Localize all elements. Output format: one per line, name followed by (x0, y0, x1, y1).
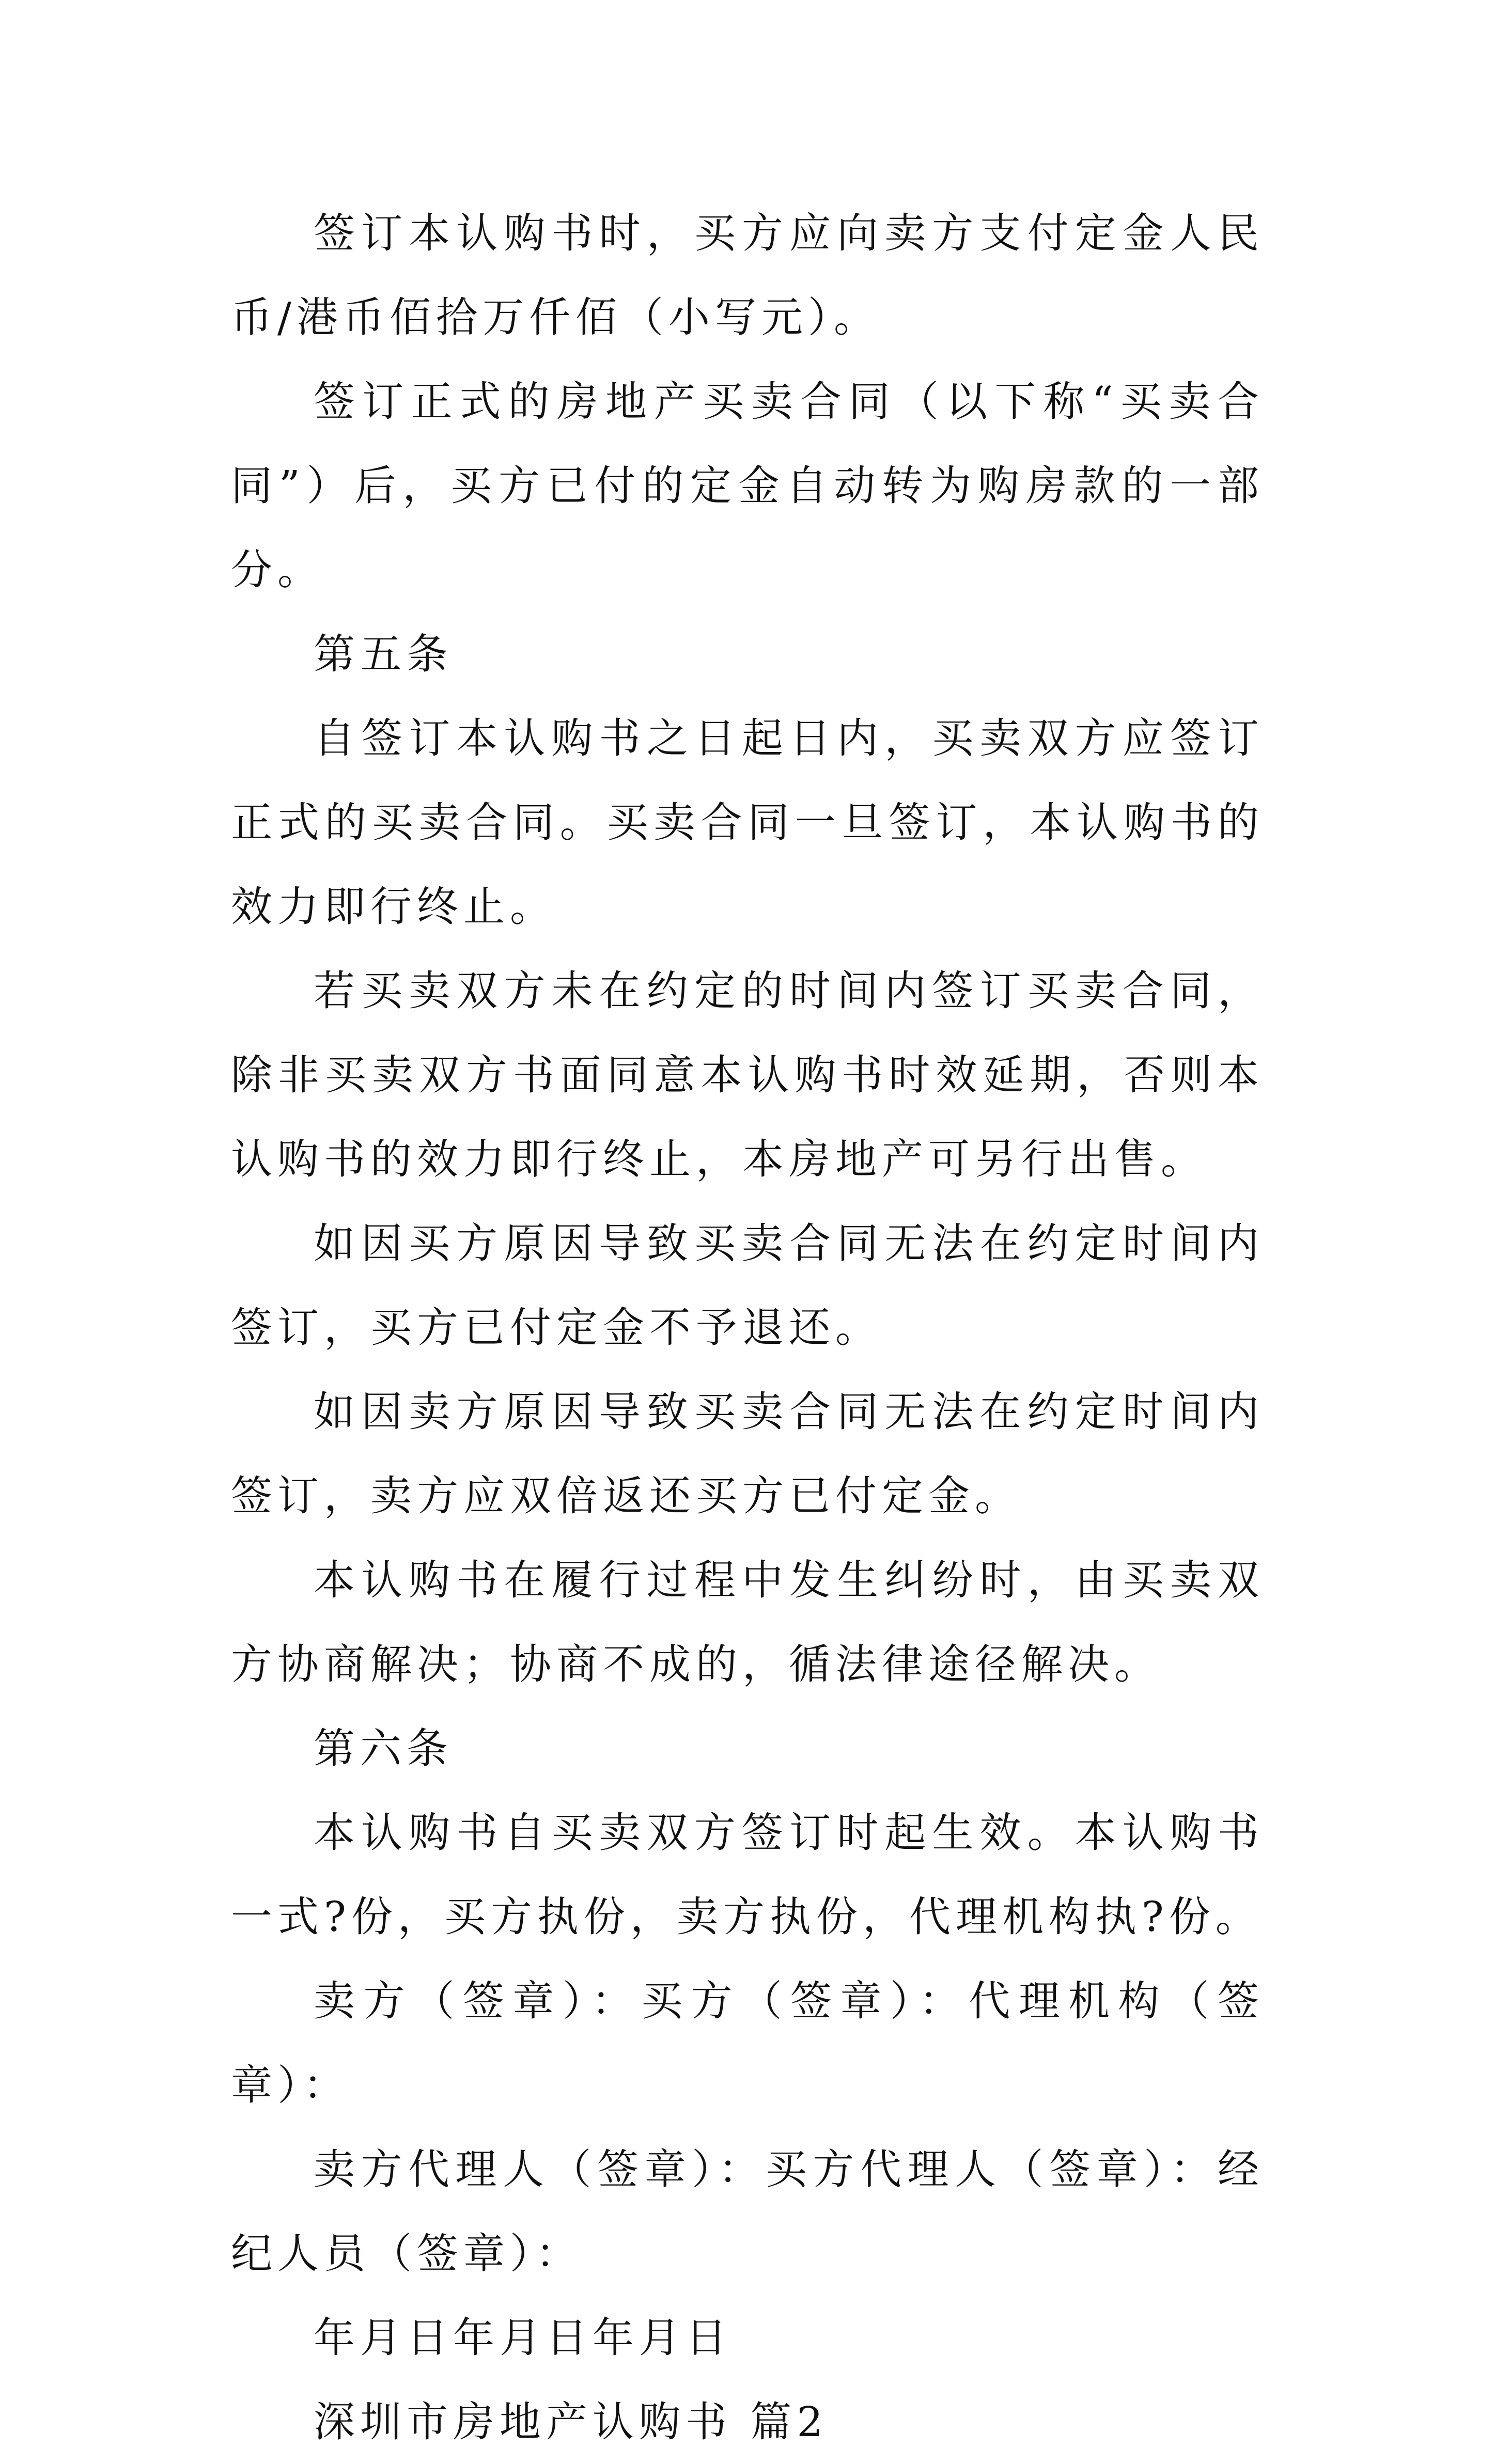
paragraph-seller-fault: 如因卖方原因导致买卖合同无法在约定时间内签订，卖方应双倍返还买方已付定金。 (231, 1388, 1264, 1520)
paragraph-effectiveness: 本认购书自买卖双方签订时起生效。本认购书一式?份，买方执份，卖方执份，代理机构执?份。 (231, 1809, 1264, 1941)
document-body (231, 191, 1264, 2464)
paragraph-unsigned-termination: 若买卖双方未在约定的时间内签订买卖合同，除非买卖双方书面同意本认购书时效延期，否则本认购书的效力即行终止，本房地产可另行出售。 (231, 967, 1264, 1183)
paragraph-deposit: 签订本认购书时，买方应向卖方支付定金人民币/港币佰拾万仟佰（小写元）。 (231, 209, 1264, 341)
paragraph-dispute-resolution: 本认购书在履行过程中发生纠纷时，由买卖双方协商解决；协商不成的，循法律途径解决。 (231, 1556, 1264, 1688)
signature-line-parties: 卖方（签章）：买方（签章）：代理机构（签章）： (231, 1977, 1264, 2109)
paragraph-deposit-conversion: 签订正式的房地产买卖合同（以下称“买卖合同”）后，买方已付的定金自动转为购房款的一部分。 (231, 378, 1264, 594)
next-section-title: 深圳市房地产认购书 篇2 (314, 2398, 829, 2446)
paragraph-buyer-fault: 如因买方原因导致买卖合同无法在约定时间内签订，买方已付定金不予退还。 (231, 1219, 1264, 1352)
article-five-heading: 第五条 (314, 630, 453, 678)
date-line: 年月日年月日年月日 (314, 2314, 732, 2362)
signature-line-agents: 卖方代理人（签章）：买方代理人（签章）：经纪人员（签章）： (231, 2145, 1264, 2278)
article-six-heading: 第六条 (314, 1724, 453, 1772)
paragraph-signing-deadline: 自签订本认购书之日起日内，买卖双方应签订正式的买卖合同。买卖合同一旦签订，本认购书的效力即行终止。 (231, 714, 1264, 931)
